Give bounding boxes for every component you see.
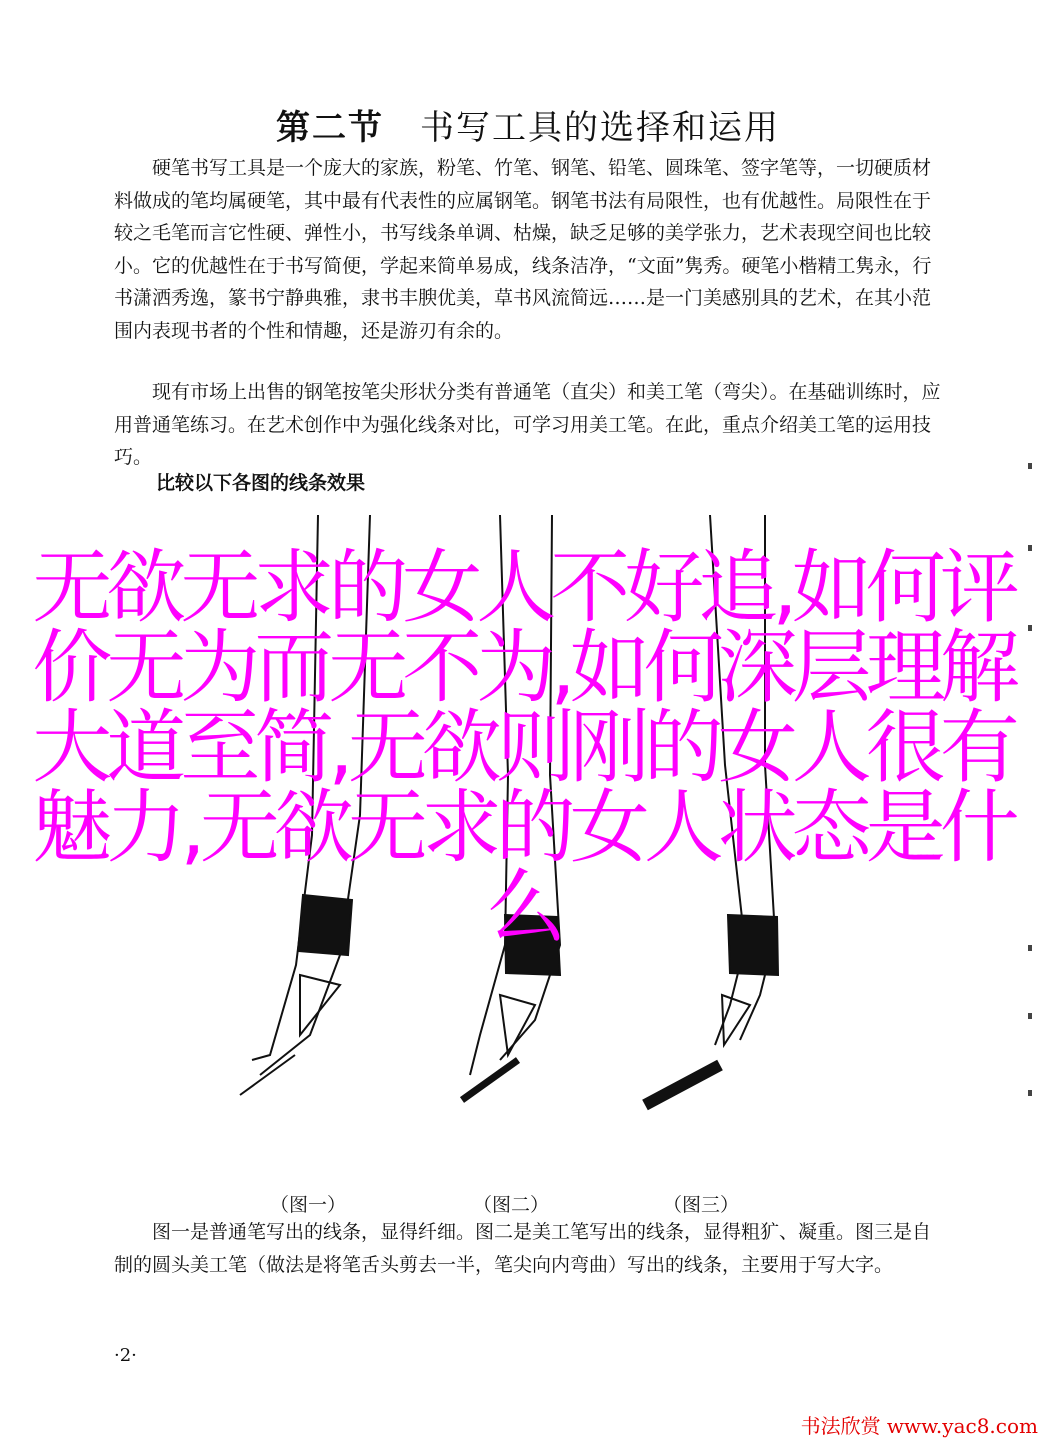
- scan-mark: [1028, 1013, 1032, 1019]
- section-number: 第二节: [276, 108, 384, 148]
- scan-mark: [1028, 545, 1032, 551]
- scan-mark: [1028, 625, 1032, 631]
- site-watermark: 书法欣赏 www.yac8.com: [800, 1414, 1038, 1438]
- scan-mark: [1028, 1090, 1032, 1096]
- section-title: 书写工具的选择和运用: [420, 108, 780, 148]
- section-heading: [0, 100, 1056, 149]
- figure-caption: 图一是普通笔写出的线条，显得纤细。图二是美工笔写出的线条，显得粗犷、凝重。图三是自制的圆头美工笔（做法是将笔舌头剪去一半，笔尖向内弯曲）写出的线条，主要用于写大字。: [114, 1221, 932, 1276]
- scan-mark: [1028, 463, 1032, 469]
- paragraph-market: 现有市场上出售的钢笔按笔尖形状分类有普通笔（直尖）和美工笔（弯尖）。在基础训练时，应用普通笔练习。在艺术创作中为强化线条对比，可学习用美工笔。在此，重点介绍美工笔的运用技巧。: [114, 381, 941, 468]
- figure-2-label: （图二）: [473, 1194, 550, 1216]
- figure-1-label: （图一）: [270, 1194, 347, 1216]
- paragraph-intro: 硬笔书写工具是一个庞大的家族，粉笔、竹笔、钢笔、铅笔、圆珠笔、签字笔等，一切硬质材料做成的笔均属硬笔，其中最有代表性的应属钢笔。钢笔书法有局限性，也有优越性。局限性在于较之毛笔而言它性硬、弹性小，书写线条单调、枯燥，缺乏足够的美学张力，艺术表现空间也比较小。它的优越性在于书写简便，学起来简单易成，线条洁净，“文面”隽秀。硬笔小楷精工隽永，行书潇洒秀逸，篆书宁静典雅，隶书丰腴优美，草书风流简远……是一门美感别具的艺术，在其小范围内表现书者的个性和情趣，还是游刃有余的。: [114, 157, 932, 342]
- page-number: ·2·: [114, 1345, 137, 1366]
- overlay-title: 无欲无求的女人不好追,如何评价无为而无不为,如何深层理解大道至简,无欲则刚的女人很有魅力,无欲无求的女人状态是什么: [32, 541, 1014, 954]
- scan-mark: [1028, 945, 1032, 951]
- comparison-subheading: 比较以下各图的线条效果: [156, 472, 366, 494]
- figure-3-label: （图三）: [663, 1194, 740, 1216]
